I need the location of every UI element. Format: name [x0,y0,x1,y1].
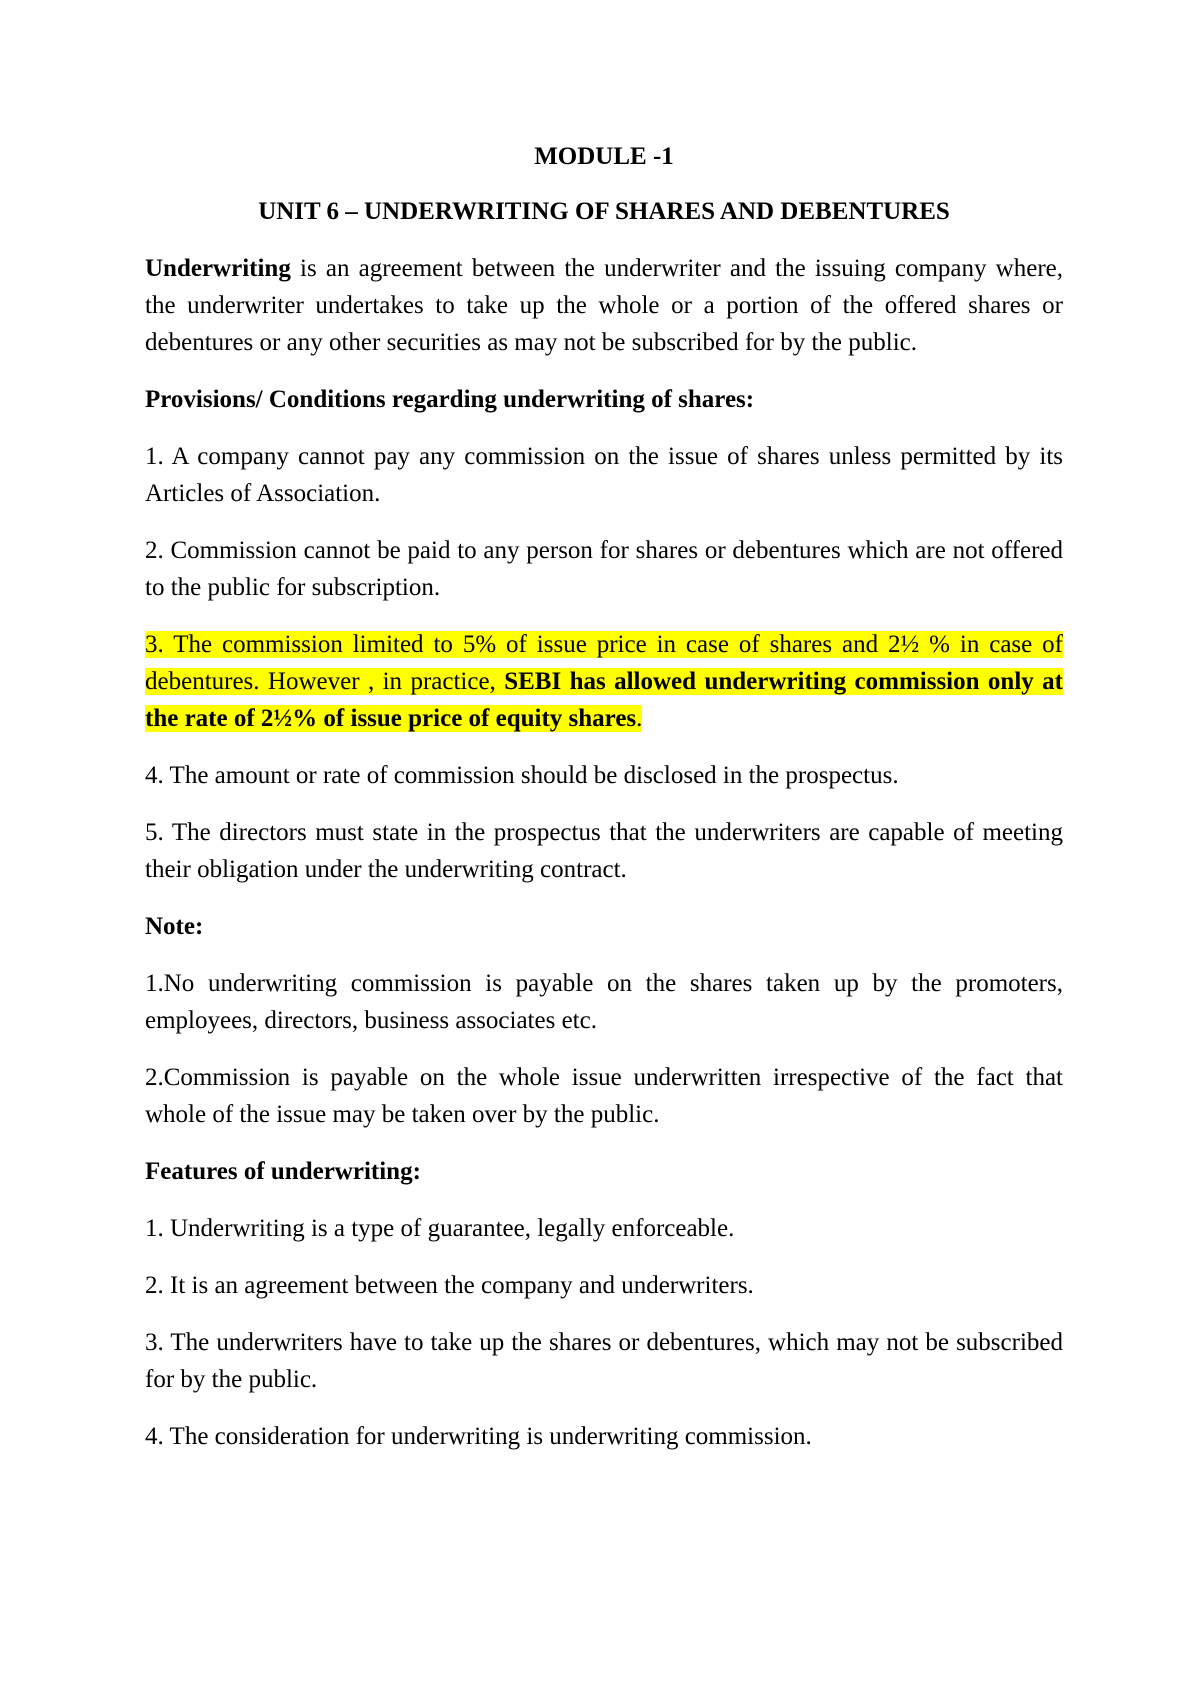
provision-item-1: 1. A company cannot pay any commission on the issue of shares unless permitted by its Articles of Association. [145,443,1063,507]
highlight-bold-text: SEBI has allowed underwriting commission only at the rate of 2½% of issue price of equity shares [145,668,1063,732]
document-page [145,138,1063,1475]
note-item-1: 1.No underwriting commission is payable on the shares taken up by the promoters, employees, directors, business associates etc. [145,970,1063,1034]
definition-text: is an agreement between the underwriter and the issuing company where, the underwriter undertakes to take up the whole or a portion of the offered shares or debentures or any other securities as may not be subscribed for by the public. [145,255,1063,356]
features-heading: Features of underwriting: [145,1158,421,1185]
provisions-heading: Provisions/ Conditions regarding underwriting of shares: [145,386,755,413]
provision-item-3-highlighted [145,626,1063,737]
feature-item-3: 3. The underwriters have to take up the shares or debentures, which may not be subscribed for by the public. [145,1329,1063,1393]
provision-item-2: 2. Commission cannot be paid to any person for shares or debentures which are not offered to the public for subscription. [145,537,1063,601]
definition-term: Underwriting [145,255,291,282]
module-title: MODULE -1 [534,143,674,170]
feature-item-2: 2. It is an agreement between the company and underwriters. [145,1272,754,1299]
definition-paragraph [145,250,1063,361]
provision-item-4: 4. The amount or rate of commission should be disclosed in the prospectus. [145,762,899,789]
highlight-end: . [636,705,643,732]
note-heading: Note: [145,913,204,940]
provision-item-5: 5. The directors must state in the prospectus that the underwriters are capable of meeting their obligation under the underwriting contract. [145,819,1063,883]
note-item-2: 2.Commission is payable on the whole issue underwritten irrespective of the fact that whole of the issue may be taken over by the public. [145,1064,1063,1128]
highlight-text: 3. The commission limited to 5% of issue price in case of shares and 2½ % in case of debentures. However , in practice, [145,631,1063,695]
unit-title: UNIT 6 – UNDERWRITING OF SHARES AND DEBENTURES [258,198,950,225]
feature-item-4: 4. The consideration for underwriting is underwriting commission. [145,1423,812,1450]
feature-item-1: 1. Underwriting is a type of guarantee, legally enforceable. [145,1215,735,1242]
